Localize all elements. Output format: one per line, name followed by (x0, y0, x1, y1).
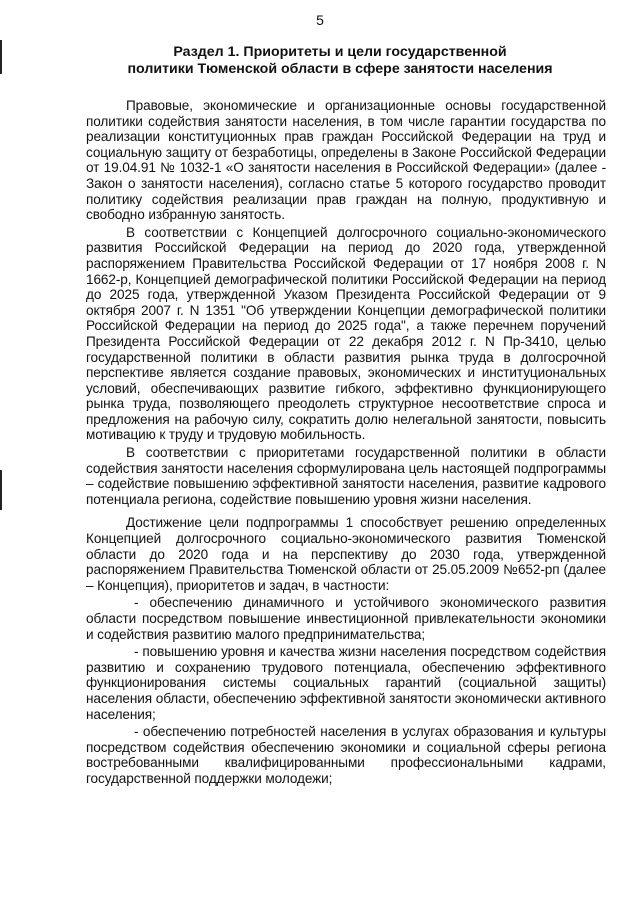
scan-margin-mark (0, 470, 2, 510)
page-number: 5 (316, 12, 324, 28)
list-item: - обеспечению потребностей населения в услугах образования и культуры посредством содействия обеспечению экономики и социальной сферы региона востребованными квалифицированными профессиональными кадрами, государственной поддержки молодежи; (86, 724, 606, 786)
paragraph-legal-basis: Правовые, экономические и организационные основы государственной политики содействия занятости населения, в том числе гарантии государства по реализации конституционных прав граждан Российской Федерации на труд и социальную защиту от безработицы, определены в Законе Российской Федерации от 19.04.91 № 1032-1 «О занятости населения в Российской Федерации» (далее - Закон о занятости населения), согласно статье 5 которого государство проводит политику содействия реализации прав граждан на полную, продуктивную и свободно избранную занятость. (86, 98, 606, 223)
paragraph-subprogram-goal: В соответствии с приоритетами государственной политики в области содействия занятости населения сформулирована цель настоящей подпрограммы – содействие повышению эффективной занятости населения, развитие кадрового потенциала региона, содействие повышению уровня жизни населения. (86, 445, 606, 507)
section-heading-line-2: политики Тюменской области в сфере занятости населения (127, 61, 553, 77)
paragraph-concept-goals: В соответствии с Концепцией долгосрочного социально-экономического развития Российской Федерации на период до 2020 года, утвержденной распоряжением Правительства Российской Федерации от 17 ноября 2008 г. N 1662-р, Концепцией демографической политики Российской Федерации на период до 2025 года, утвержденной Указом Президента Российской Федерации от 9 октября 2007 г. N 1351 "Об утверждении Концепции демографической политики Российской Федерации на период до 2025 года", а также перечнем поручений Президента Российской Федерации от 22 декабря 2012 г. N Пр-3410, целью государственной политики в области развития рынка труда в долгосрочной перспективе является создание правовых, экономических и институциональных условий, обеспечивающих развитие гибкого, эффективно функционирующего рынка труда, позволяющего преодолеть структурное несоответствие спроса и предложения на рабочую силу, сократить долю нелегальной занятости, повысить мотивацию к труду и трудовую мобильность. (86, 224, 606, 443)
body-text (86, 98, 606, 787)
list-item: - обеспечению динамичного и устойчивого экономического развития области посредством повышение инвестиционной привлекательности экономики и содействия развитию малого предпринимательства; (86, 595, 606, 642)
section-heading (110, 44, 570, 78)
section-heading-line-1: Раздел 1. Приоритеты и цели государственной (173, 44, 507, 60)
scan-margin-mark (0, 40, 2, 74)
paragraph-priorities-intro: Достижение цели подпрограммы 1 способствует решению определенных Концепцией долгосрочного социально-экономического развития Тюменской области до 2020 года и на перспективу до 2030 года, утвержденной распоряжением Правительства Тюменской области от 25.05.2009 №652-рп (далее – Концепция), приоритетов и задач, в частности: (86, 515, 606, 593)
list-item: - повышению уровня и качества жизни населения посредством содействия развитию и сохранению трудового потенциала, обеспечению эффективного функционирования системы социальных гарантий (социальной защиты) населения области, обеспечению эффективной занятости экономически активного населения; (86, 644, 606, 722)
